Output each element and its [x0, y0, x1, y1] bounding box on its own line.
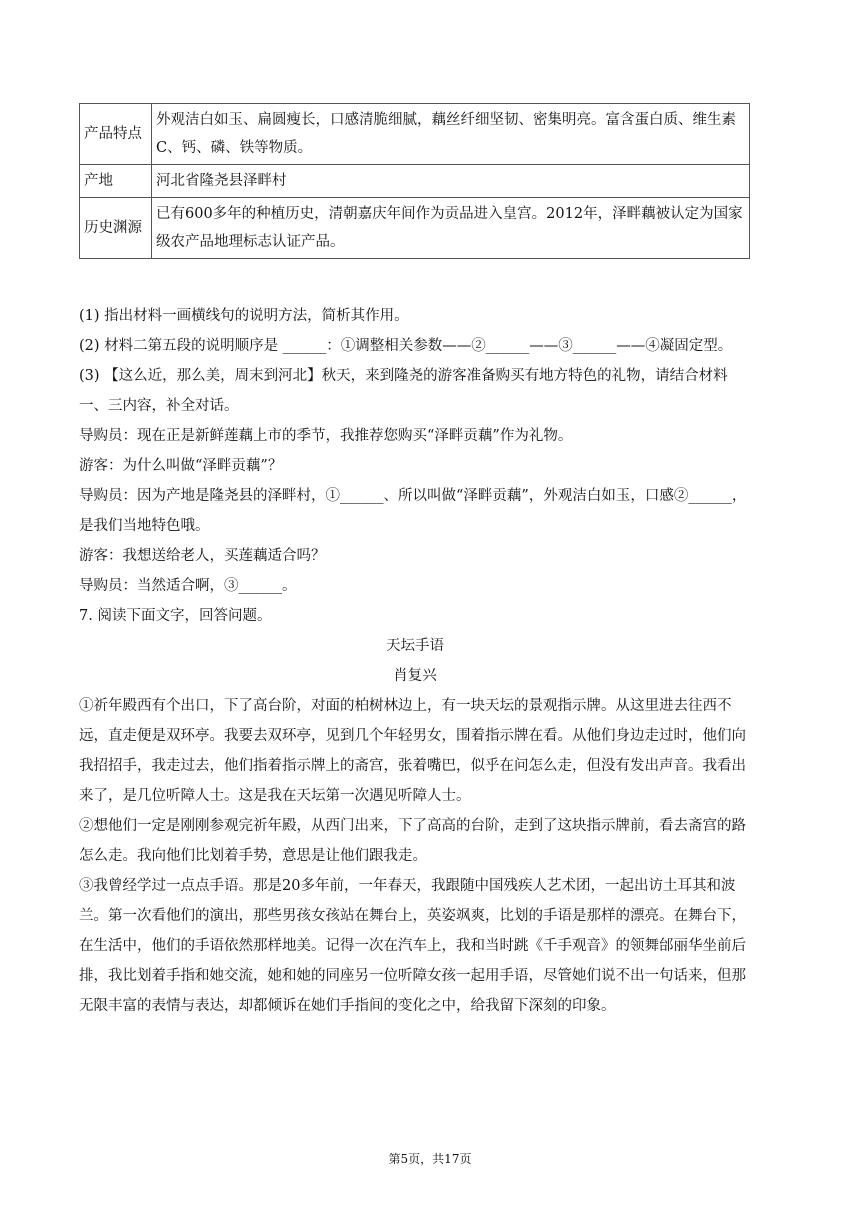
table-label: 历史渊源 — [80, 198, 152, 259]
article-author: 肖复兴 — [393, 668, 437, 684]
article-paragraph: ③我曾经学过一点点手语。那是20多年前，一年春天，我跟随中国残疾人艺术团，一起出访土耳其和波兰。第一次看他们的演出，那些男孩女孩站在舞台上，英姿飒爽，比划的手语是那样的漂亮。在舞台下，在生活中，他们的手语依然那样地美。记得一次在汽车上，我和当时跳《千手观音》的领舞邰丽华坐前后排，我比划着手指和她交流，她和她的同座另一位听障女孩一起用手语，尽管她们说不出一句话来，但那无限丰富的表情与表达，却都倾诉在她们手指间的变化之中，给我留下深刻的印象。 — [79, 878, 746, 1014]
product-info-table — [79, 103, 750, 259]
page-footer: 第5页，共17页 — [388, 1152, 472, 1166]
dialogue-line: 导购员：现在正是新鲜莲藕上市的季节，我推荐您购买“泽畔贡藕”作为礼物。 — [79, 428, 573, 444]
question-7: 7. 阅读下面文字，回答问题。 — [79, 608, 272, 624]
table-value: 河北省隆尧县泽畔村 — [152, 165, 750, 198]
table-row — [80, 104, 750, 165]
dialogue-line: 导购员：当然适合啊，③______。 — [79, 578, 297, 594]
dialogue-line: 游客：为什么叫做“泽畔贡藕”？ — [79, 458, 283, 474]
question-2: (2) 材料二第五段的说明顺序是 ______：①调整相关参数——②______——③______——④凝固定型。 — [79, 338, 733, 354]
dialogue-line: 游客：我想送给老人，买莲藕适合吗？ — [79, 548, 326, 564]
question-1: (1) 指出材料一画横线句的说明方法，简析其作用。 — [79, 308, 409, 324]
table-row — [80, 198, 750, 259]
table-label: 产品特点 — [80, 104, 152, 165]
table-label: 产地 — [80, 165, 152, 198]
table-value: 已有600多年的种植历史，清朝嘉庆年间作为贡品进入皇宫。2012年，泽畔藕被认定为国家级农产品地理标志认证产品。 — [152, 198, 750, 259]
article-paragraph: ②想他们一定是刚刚参观完祈年殿，从西门出来，下了高高的台阶，走到了这块指示牌前，看去斋宫的路怎么走。我向他们比划着手势，意思是让他们跟我走。 — [79, 818, 746, 864]
table-row — [80, 165, 750, 198]
table-value: 外观洁白如玉、扁圆瘦长，口感清脆细腻，藕丝纤细坚韧、密集明亮。富含蛋白质、维生素C、钙、磷、铁等物质。 — [152, 104, 750, 165]
question-3: (3) 【这么近，那么美，周末到河北】秋天，来到隆尧的游客准备购买有地方特色的礼物，请结合材料一、三内容，补全对话。 — [79, 368, 728, 414]
article-title: 天坛手语 — [386, 638, 444, 654]
question-content — [79, 301, 751, 1021]
article-paragraph: ①祈年殿西有个出口，下了高台阶，对面的柏树林边上，有一块天坛的景观指示牌。从这里进去往西不远，直走便是双环亭。我要去双环亭，见到几个年轻男女，围着指示牌在看。从他们身边走过时，他们向我招招手，我走过去，他们指着指示牌上的斋宫，张着嘴巴，似乎在问怎么走，但没有发出声音。我看出来了，是几位听障人士。这是我在天坛第一次遇见听障人士。 — [79, 698, 746, 804]
dialogue-line: 导购员：因为产地是隆尧县的泽畔村，①______、所以叫做“泽畔贡藕”，外观洁白如玉，口感②______，是我们当地特色哦。 — [79, 488, 747, 534]
